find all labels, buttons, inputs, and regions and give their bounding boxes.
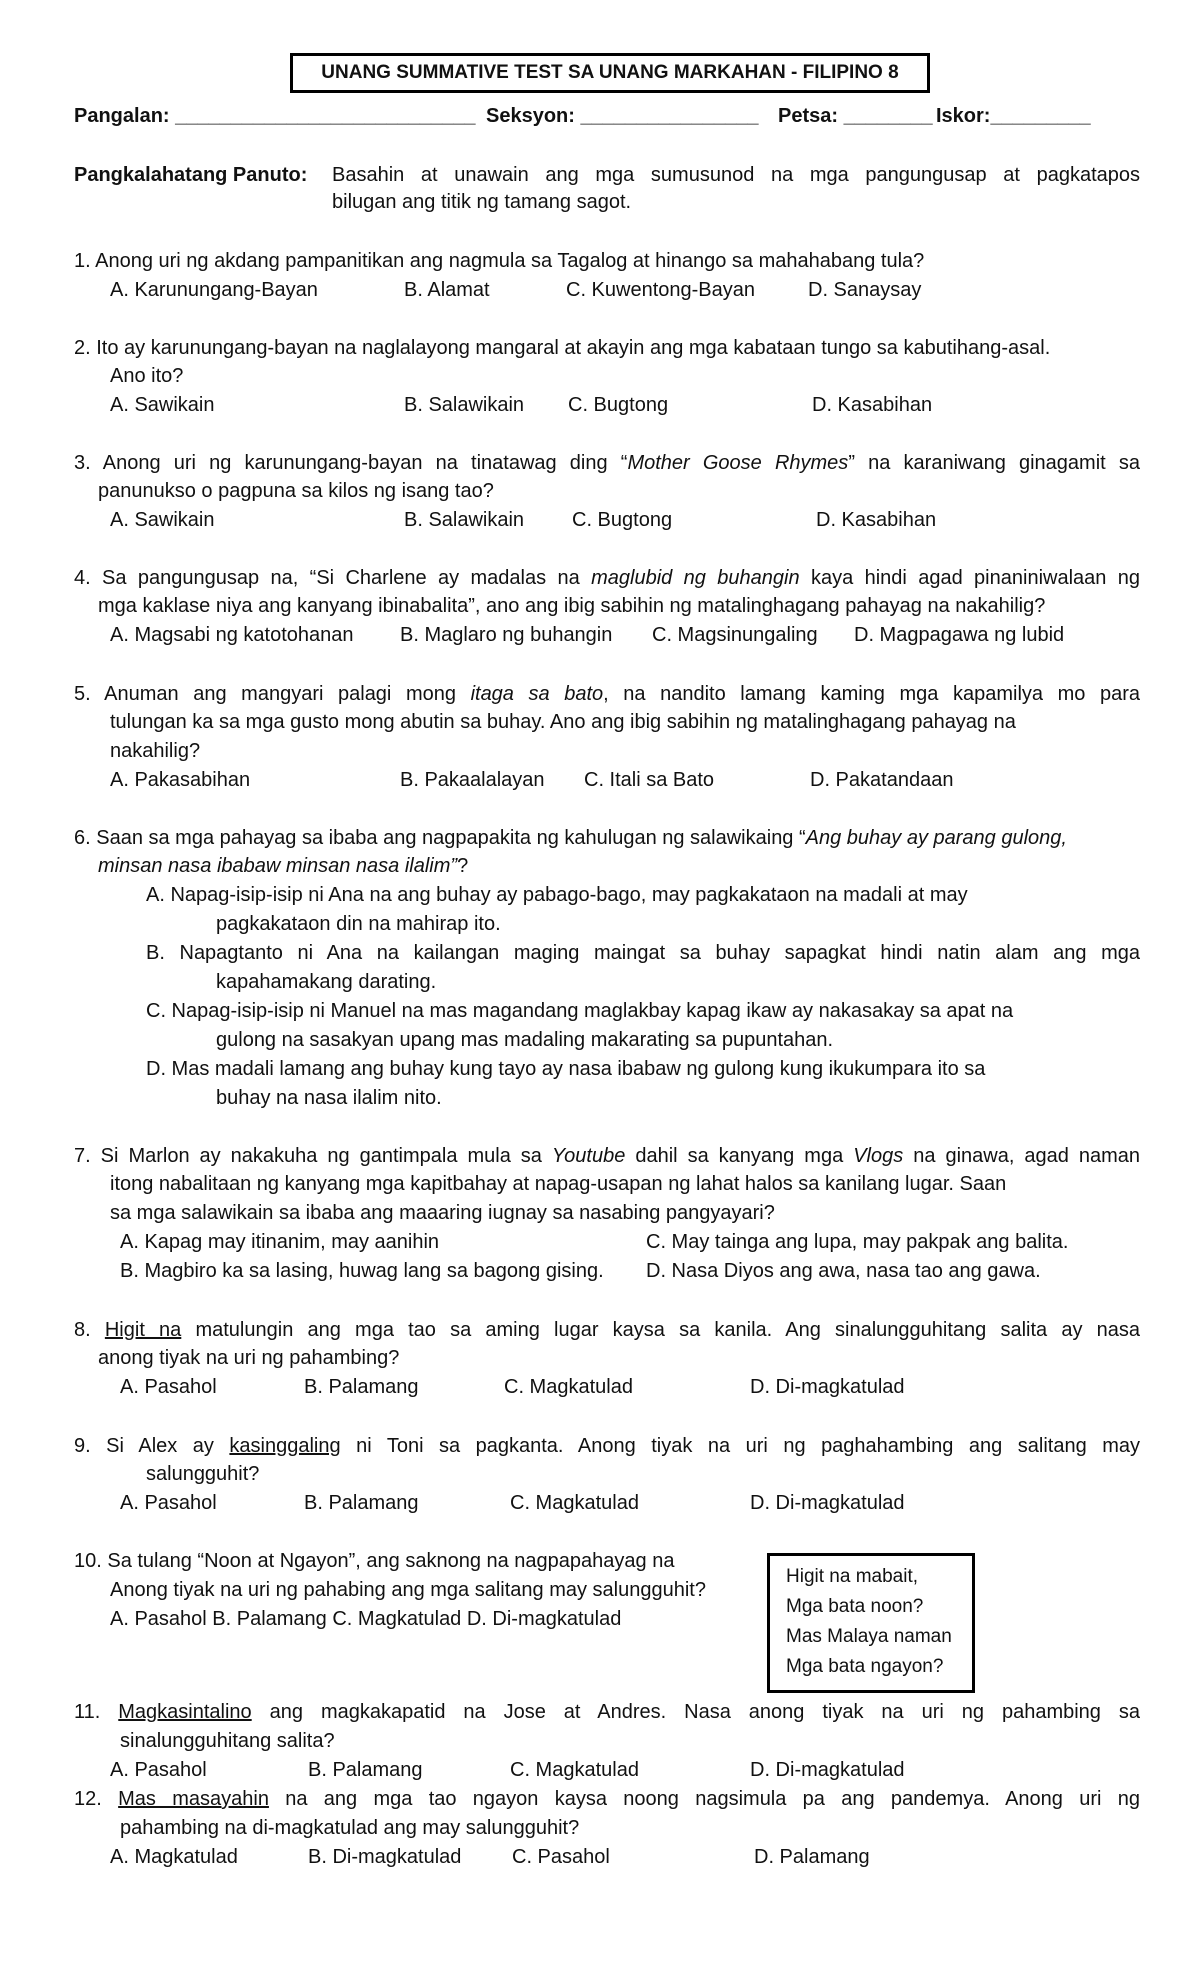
- question-10-line-2: Anong tiyak na uri ng pahabing ang mga salitang may salungguhit?: [110, 1579, 706, 1601]
- question-3-line-2: panunukso o pagpuna sa kilos ng isang tao?: [98, 480, 494, 502]
- q3-choice-d[interactable]: D. Kasabihan: [816, 509, 937, 531]
- q9-choice-a[interactable]: A. Pasahol: [120, 1492, 217, 1514]
- q8-choice-a[interactable]: A. Pasahol: [120, 1376, 217, 1398]
- q4-choice-c[interactable]: C. Magsinungaling: [652, 624, 818, 646]
- question-7: 7. Si Marlon ay nakakuha ng gantimpala mula sa Youtube dahil sa kanyang mga Vlogs na ginawa, agad naman: [74, 1145, 1140, 1167]
- question-7-line-3: sa mga salawikain sa ibaba ang maaaring iugnay sa nasabing pangyayari?: [110, 1202, 775, 1224]
- question-6: 6. Saan sa mga pahayag sa ibaba ang nagpapakita ng kahulugan ng salawikaing “Ang buhay ay parang gulong,: [74, 827, 1067, 849]
- q4-choice-d[interactable]: D. Magpagawa ng lubid: [854, 624, 1065, 646]
- q12-choice-c[interactable]: C. Pasahol: [512, 1846, 610, 1868]
- instructions-text: Basahin at unawain ang mga sumusunod na mga pangungusap at pagkatapos: [332, 164, 1140, 186]
- q8-choice-b[interactable]: B. Palamang: [304, 1376, 419, 1398]
- q6-choice-d[interactable]: D. Mas madali lamang ang buhay kung tayo ay nasa ibabaw ng gulong kung ikukumpara ito sa: [146, 1058, 986, 1080]
- q1-choice-d[interactable]: D. Sanaysay: [808, 279, 922, 301]
- q12-choice-d[interactable]: D. Palamang: [754, 1846, 870, 1868]
- question-6-line-2: minsan nasa ibabaw minsan nasa ilalim”?: [98, 855, 469, 877]
- q9-choice-c[interactable]: C. Magkatulad: [510, 1492, 639, 1514]
- q1-choice-b[interactable]: B. Alamat: [404, 279, 490, 301]
- q2-choice-c[interactable]: C. Bugtong: [568, 394, 669, 416]
- q6-choice-c-cont: gulong na sasakyan upang mas madaling makarating sa pupuntahan.: [216, 1029, 834, 1051]
- q9-choice-d[interactable]: D. Di-magkatulad: [750, 1492, 905, 1514]
- date-field[interactable]: Petsa: ________: [778, 105, 933, 127]
- q11-choice-b[interactable]: B. Palamang: [308, 1759, 423, 1781]
- q6-choice-d-cont: buhay na nasa ilalim nito.: [216, 1087, 442, 1109]
- question-5: 5. Anuman ang mangyari palagi mong itaga sa bato, na nandito lamang kaming mga kapamilya mo para: [74, 683, 1140, 705]
- question-11: 11. Magkasintalino ang magkakapatid na Jose at Andres. Nasa anong tiyak na uri ng pahambing sa: [74, 1701, 1140, 1723]
- test-title: UNANG SUMMATIVE TEST SA UNANG MARKAHAN - FILIPINO 8: [290, 53, 930, 93]
- question-10: 10. Sa tulang “Noon at Ngayon”, ang saknong na nagpapahayag na: [74, 1550, 675, 1572]
- q3-choice-b[interactable]: B. Salawikain: [404, 509, 525, 531]
- q6-choice-a-cont: pagkakataon din na mahirap ito.: [216, 913, 501, 935]
- q6-choice-c[interactable]: C. Napag-isip-isip ni Manuel na mas magandang maglakbay kapag ikaw ay nakasakay sa apat na: [146, 1000, 1014, 1022]
- question-5-line-3: nakahilig?: [110, 740, 201, 762]
- question-4-line-2: mga kaklase niya ang kanyang ibinabalita”, ano ang ibig sabihin ng matalinghagang pahayag na nakahilig?: [98, 595, 1046, 617]
- question-8-line-2: anong tiyak na uri ng pahambing?: [98, 1347, 400, 1369]
- q5-choice-b[interactable]: B. Pakaalalayan: [400, 769, 545, 791]
- q5-choice-c[interactable]: C. Itali sa Bato: [584, 769, 715, 791]
- q1-choice-c[interactable]: C. Kuwentong-Bayan: [566, 279, 756, 301]
- q6-choice-a[interactable]: A. Napag-isip-isip ni Ana na ang buhay ay pabago-bago, may pagkakataon na madali at may: [146, 884, 968, 906]
- question-4: 4. Sa pangungusap na, “Si Charlene ay madalas na maglubid ng buhangin kaya hindi agad pinaniniwalaan ng: [74, 567, 1141, 589]
- q8-choice-d[interactable]: D. Di-magkatulad: [750, 1376, 905, 1398]
- q7-choice-a[interactable]: A. Kapag may itinanim, may aanihin: [120, 1231, 440, 1253]
- q7-choice-c[interactable]: C. May tainga ang lupa, may pakpak ang balita.: [646, 1231, 1069, 1253]
- q3-choice-a[interactable]: A. Sawikain: [110, 509, 215, 531]
- question-9-line-2: salungguhit?: [146, 1463, 260, 1485]
- question-1: 1. Anong uri ng akdang pampanitikan ang nagmula sa Tagalog at hinango sa mahahabang tula?: [74, 250, 925, 272]
- question-12: 12. Mas masayahin na ang mga tao ngayon kaysa noong nagsimula pa ang pandemya. Anong uri ng: [74, 1788, 1141, 1810]
- question-2: 2. Ito ay karunungang-bayan na naglalayong mangaral at akayin ang mga kabataan tungo sa kabutihang-asal.: [74, 337, 1051, 359]
- question-7-line-2: itong nabalitaan ng kanyang mga kapitbahay at napag-usapan ng lahat halos sa kanilang lugar. Saan: [110, 1173, 1007, 1195]
- question-3: 3. Anong uri ng karunungang-bayan na tinatawag ding “Mother Goose Rhymes” na karaniwang ginagamit sa: [74, 452, 1141, 474]
- q4-choice-a[interactable]: A. Magsabi ng katotohanan: [110, 624, 354, 646]
- q6-choice-b-cont: kapahamakang darating.: [216, 971, 437, 993]
- poem-line: Higit na mabait,: [786, 1566, 919, 1587]
- question-2-line-2: Ano ito?: [110, 365, 184, 387]
- score-field[interactable]: Iskor:_________: [936, 105, 1091, 127]
- question-8: 8. Higit na matulungin ang mga tao sa aming lugar kaysa sa kanila. Ang sinalungguhitang salita ay nasa: [74, 1319, 1140, 1341]
- section-field[interactable]: Seksyon: ________________: [486, 105, 759, 127]
- q12-choice-a[interactable]: A. Magkatulad: [110, 1846, 238, 1868]
- q11-choice-a[interactable]: A. Pasahol: [110, 1759, 207, 1781]
- poem-line: Mas Malaya naman: [786, 1626, 952, 1647]
- q10-choices[interactable]: A. Pasahol B. Palamang C. Magkatulad D. Di-magkatulad: [110, 1608, 622, 1630]
- q11-choice-c[interactable]: C. Magkatulad: [510, 1759, 639, 1781]
- q6-choice-b[interactable]: B. Napagtanto ni Ana na kailangan maging maingat sa buhay sapagkat hindi natin alam ang mga: [146, 942, 1140, 964]
- poem-excerpt-box: [767, 1553, 975, 1693]
- q7-choice-d[interactable]: D. Nasa Diyos ang awa, nasa tao ang gawa.: [646, 1260, 1041, 1282]
- q2-choice-b[interactable]: B. Salawikain: [404, 394, 525, 416]
- q9-choice-b[interactable]: B. Palamang: [304, 1492, 419, 1514]
- q4-choice-b[interactable]: B. Maglaro ng buhangin: [400, 624, 613, 646]
- q3-choice-c[interactable]: C. Bugtong: [572, 509, 673, 531]
- instructions-text-2: bilugan ang titik ng tamang sagot.: [332, 191, 632, 213]
- instructions-label: Pangkalahatang Panuto:: [74, 164, 308, 186]
- q5-choice-d[interactable]: D. Pakatandaan: [810, 769, 954, 791]
- q8-choice-c[interactable]: C. Magkatulad: [504, 1376, 633, 1398]
- question-9: 9. Si Alex ay kasinggaling ni Toni sa pagkanta. Anong tiyak na uri ng paghahambing ang salitang may: [74, 1435, 1140, 1457]
- question-5-line-2: tulungan ka sa mga gusto mong abutin sa buhay. Ano ang ibig sabihin ng matalinghagang pahayag na: [110, 711, 1016, 733]
- poem-line: Mga bata ngayon?: [786, 1656, 944, 1677]
- q5-choice-a[interactable]: A. Pakasabihan: [110, 769, 251, 791]
- q2-choice-d[interactable]: D. Kasabihan: [812, 394, 933, 416]
- name-field[interactable]: Pangalan: ___________________________: [74, 105, 476, 127]
- q1-choice-a[interactable]: A. Karunungang-Bayan: [110, 279, 318, 301]
- poem-line: Mga bata noon?: [786, 1596, 924, 1617]
- q12-choice-b[interactable]: B. Di-magkatulad: [308, 1846, 462, 1868]
- q11-choice-d[interactable]: D. Di-magkatulad: [750, 1759, 905, 1781]
- question-12-line-2: pahambing na di-magkatulad ang may salungguhit?: [120, 1817, 580, 1839]
- question-11-line-2: sinalungguhitang salita?: [120, 1730, 335, 1752]
- q2-choice-a[interactable]: A. Sawikain: [110, 394, 215, 416]
- q7-choice-b[interactable]: B. Magbiro ka sa lasing, huwag lang sa bagong gising.: [120, 1260, 604, 1282]
